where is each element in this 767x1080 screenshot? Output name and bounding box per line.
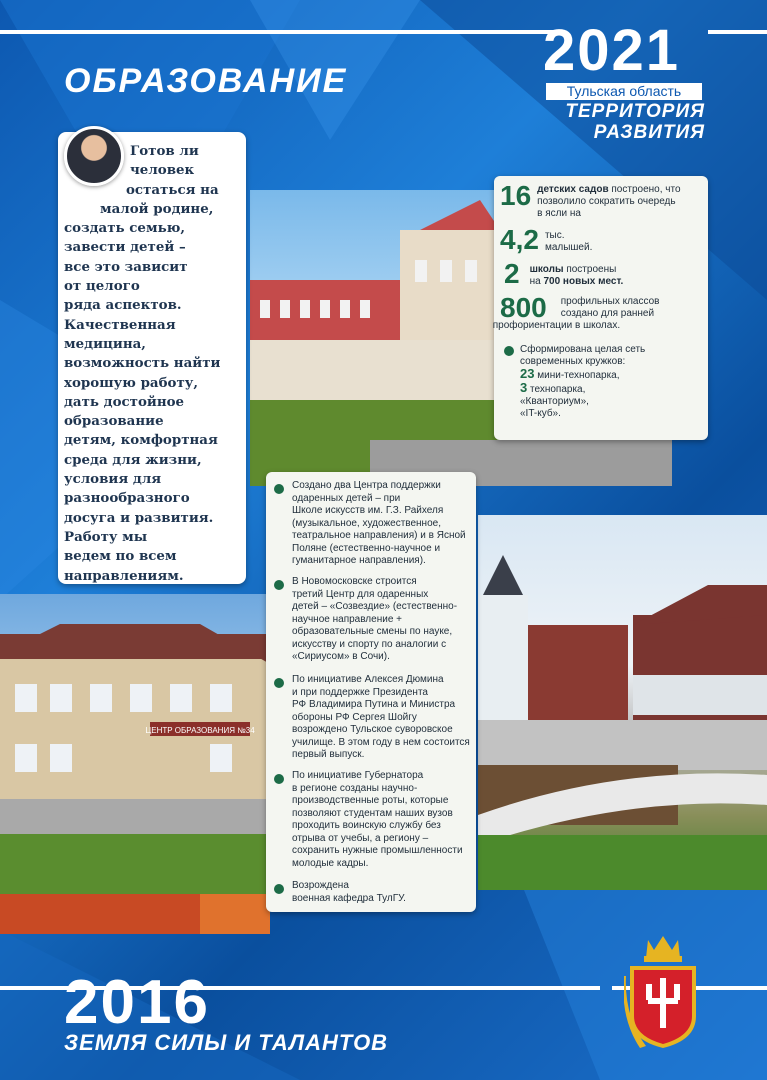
building-sign: ЦЕНТР ОБРАЗОВАНИЯ №34 [145, 726, 255, 735]
stats-card [494, 176, 708, 440]
achievement-item: В Новомосковске строится третий Центр для одаренных детей – «Созвездие» (естественно- научное направление + образовательные смены по науке, искусству и спорту по аналогии с «Сириусом» в Сочи). [274, 576, 470, 664]
achievement-item: По инициативе Алексея Дюмина и при поддержке Президента РФ Владимира Путина и Министра обороны РФ Сергея Шойгу возрождено Тульское суворовское училище. В этом году в нем состоится первый выпуск. [274, 674, 470, 762]
achievement-item: Возрождена военная кафедра ТулГУ. [274, 880, 470, 905]
governor-quote: Готов ли человек остаться на малой родине, создать семью, завести детей – все это зависит от целого ряда аспектов. Качественная медицина, возможность найти хорошую работу, дать достойное образование детям, комфортная среда для жизни, условия для разнообразного досуга и развития. Работу мы ведем по всем направлениям. [64, 143, 221, 584]
achievement-item: По инициативе Губернатора в регионе созданы научно- производственные роты, которые позволяют студентам наших вузов проходить воинскую службу без отрыва от учебы, а региону – сохранить нужные промышленности молодые кадры. [274, 770, 470, 870]
stat-kindergartens-number: 16 [500, 180, 532, 211]
stat-schools: 2 школы построены на 700 новых мест. [500, 260, 623, 288]
region-label: Тульская область [546, 83, 702, 100]
bullet-dot [274, 484, 284, 494]
stat-network: Сформирована целая сеть современных кружков: 23 мини-технопарка, 3 технопарка, «Кванториум», «IT-куб». [504, 344, 645, 420]
stat-kindergartens: 16 детских садов построено, что позволило сократить очередь в ясли на [500, 180, 681, 219]
stat-queue: 4,2 тыс. малышей. [500, 224, 593, 255]
tula-coat-of-arms-icon [624, 936, 702, 1050]
bullet-dot [274, 580, 284, 590]
bullet-dot [274, 678, 284, 688]
stat-classes-number: 800 [500, 292, 547, 323]
bullet-dot [274, 884, 284, 894]
header-year: 2021 [543, 18, 681, 83]
stat-classes: 800 профильных классов создано для ранней профориентации в школах. [492, 292, 660, 331]
achievements-card [266, 472, 476, 912]
achievement-item: Создано два Центра поддержки одаренных детей – при Школе искусств им. Г.З. Райхеля (музыкальное, художественное, театральное направления) и в Ясной Поляне (естественно-научное и гуманитарное направления). [274, 480, 470, 568]
header-slogan: ТЕРРИТОРИЯ РАЗВИТИЯ [565, 101, 705, 143]
photo-suvorov-school [478, 515, 767, 890]
footer-year: 2016 [64, 968, 210, 1037]
page-title: ОБРАЗОВАНИЕ [64, 62, 348, 100]
top-divider-line [0, 30, 560, 34]
bullet-dot [504, 346, 514, 356]
footer-slogan: ЗЕМЛЯ СИЛЫ И ТАЛАНТОВ [64, 1030, 389, 1055]
top-divider-line-right [708, 30, 767, 34]
stat-schools-number: 2 [504, 258, 520, 289]
stat-queue-number: 4,2 [500, 224, 539, 255]
photo-education-center-34 [0, 594, 270, 934]
bullet-dot [274, 774, 284, 784]
